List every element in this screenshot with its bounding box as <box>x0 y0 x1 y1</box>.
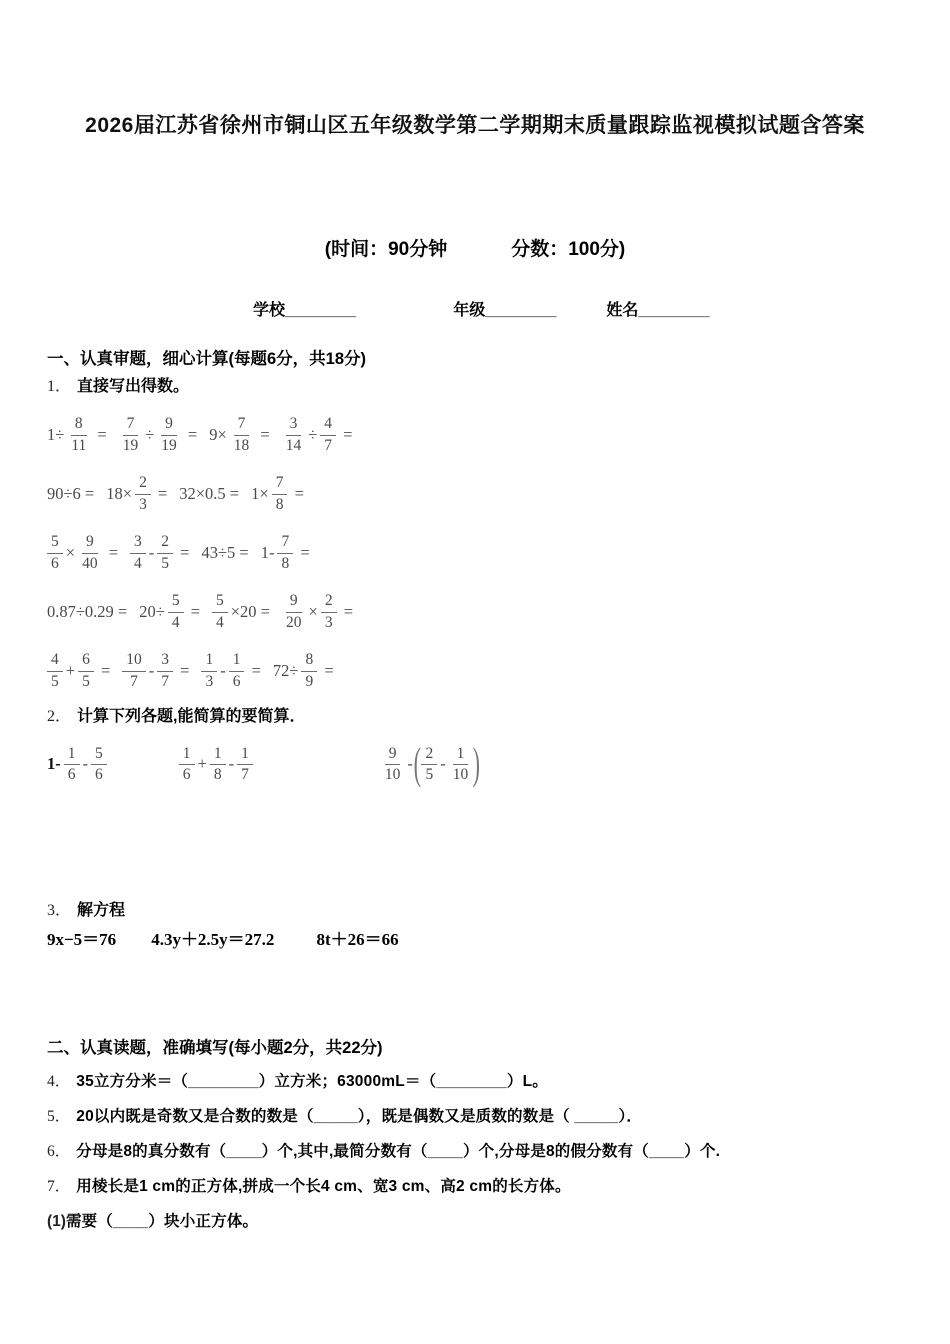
math-text: ×20 = <box>230 601 270 621</box>
math-expression <box>47 484 94 504</box>
math-text: ÷ <box>308 424 318 444</box>
fraction: $\frac{1}{6}$ <box>64 745 80 784</box>
fraction: $\frac{3}{14}$ <box>285 415 302 454</box>
page-title: 2026届江苏省徐州市铜山区五年级数学第二学期期末质量跟踪监视模拟试题含答案 <box>85 114 865 137</box>
question3-label: 3． 解方程 <box>47 902 126 919</box>
student-fields <box>47 300 903 322</box>
fraction: $\frac{3}{4}$ <box>130 533 146 572</box>
fraction: $\frac{4}{7}$ <box>320 415 336 454</box>
math-expression <box>381 739 481 789</box>
math-expression <box>251 474 304 513</box>
math-text: = <box>296 542 310 562</box>
fraction: $\frac{5}{6}$ <box>47 533 63 572</box>
math-text: 18× <box>106 483 133 503</box>
fraction: $\frac{1}{6}$ <box>179 745 195 784</box>
math-text: × <box>65 542 76 562</box>
math-text: 1× <box>251 483 269 503</box>
fill-item-7-sub1: (1) 需要（____）块小正方体。 <box>47 1213 259 1230</box>
fraction: $\frac{4}{5}$ <box>47 651 63 690</box>
math-row <box>47 464 903 523</box>
fraction: $\frac{10}{7}$ <box>122 651 146 690</box>
fraction: $\frac{8}{9}$ <box>301 651 317 690</box>
question1-label: 1． 直接写出得数。 <box>47 378 190 395</box>
fraction: $\frac{5}{4}$ <box>212 592 228 631</box>
score-label: 分数：100分) <box>511 239 626 260</box>
math-text: - <box>220 660 226 680</box>
fill-in-items <box>47 1070 903 1234</box>
math-text: 0.87÷0.29 = <box>47 601 128 621</box>
math-text: - <box>228 754 235 773</box>
fraction: $\frac{5}{4}$ <box>168 592 184 631</box>
fraction: $\frac{2}{5}$ <box>421 745 437 784</box>
fraction: $\frac{8}{11}$ <box>71 415 87 454</box>
fraction: $\frac{6}{5}$ <box>78 651 94 690</box>
fraction: $\frac{9}{20}$ <box>286 592 302 631</box>
question3-number: 3． <box>47 902 72 919</box>
fill-item-6: 6． 分母是8的真分数有（____）个,其中,最简分数有（____）个,分母是8的假分数有（____）个. <box>47 1143 721 1160</box>
math-text: 1÷ <box>47 424 65 444</box>
math-text: 72÷ <box>272 660 299 680</box>
math-text: = <box>339 424 353 444</box>
math-text: = <box>93 424 107 444</box>
math-text: - <box>407 754 413 773</box>
math-row <box>47 733 903 795</box>
grade-field: 年级________ <box>453 302 557 319</box>
simplify-expressions <box>47 733 903 795</box>
math-expression <box>209 415 270 454</box>
math-text: - <box>148 542 155 562</box>
fraction: $\frac{9}{19}$ <box>161 415 177 454</box>
math-text: = <box>153 483 168 503</box>
math-expression <box>179 745 253 784</box>
math-text: = <box>104 542 118 562</box>
math-expression <box>282 592 353 631</box>
math-text: - <box>440 754 446 773</box>
fraction: $\frac{1}{3}$ <box>201 651 217 690</box>
math-text: 43÷5 = <box>201 542 249 562</box>
math-expression <box>261 533 310 572</box>
fraction: $\frac{1}{10}$ <box>452 744 469 783</box>
equation-list <box>47 929 903 951</box>
fraction: $\frac{1}{6}$ <box>229 651 245 690</box>
math-text: 1- <box>47 754 61 773</box>
math-expression <box>47 651 110 690</box>
math-text: = <box>290 483 304 503</box>
math-text: 20÷ <box>139 601 165 621</box>
math-text: ÷ <box>145 424 155 444</box>
fraction: $\frac{1}{8}$ <box>210 745 226 784</box>
math-text: = <box>320 660 334 680</box>
math-text: = <box>186 601 200 621</box>
fill-item-7: 7． 用棱长是1 cm的正方体,拼成一个长4 cm、宽3 cm、高2 cm的长方体。 <box>47 1178 571 1195</box>
math-expression <box>179 484 239 504</box>
fraction: $\frac{2}{3}$ <box>321 592 337 631</box>
math-row <box>47 582 903 641</box>
question2-number: 2． <box>47 708 72 725</box>
math-text: = <box>176 542 190 562</box>
math-text: 90÷6 = <box>47 483 95 503</box>
fraction: $\frac{7}{18}$ <box>233 415 250 454</box>
math-text: = <box>256 424 270 444</box>
fraction: $\frac{7}{8}$ <box>272 474 288 513</box>
math-expression <box>282 415 353 454</box>
equation-1: 9x−5＝76 <box>47 930 117 949</box>
math-expression <box>139 592 200 631</box>
school-field: 学校________ <box>253 302 357 319</box>
equation-3: 8t＋26＝66 <box>316 930 399 949</box>
equation-2: 4.3y＋2.5y＝27.2 <box>151 930 275 949</box>
math-expression <box>47 533 118 572</box>
name-field: 姓名________ <box>606 302 710 319</box>
math-expression <box>47 602 127 622</box>
fraction: $\frac{1}{7}$ <box>237 745 253 784</box>
math-row <box>47 523 903 582</box>
mental-calc-rows <box>47 405 903 700</box>
math-expression <box>106 474 167 513</box>
math-expression <box>47 745 107 784</box>
math-expression <box>273 651 334 690</box>
math-text: + <box>65 660 76 680</box>
time-label: (时间：90分钟 <box>324 239 448 260</box>
math-text: = <box>339 601 353 621</box>
fill-item-5: 5． 20以内既是奇数又是合数的数是（_____），既是偶数又是质数的数是（ _____）． <box>47 1108 643 1125</box>
math-text: 1- <box>260 542 275 562</box>
math-text: = <box>247 660 261 680</box>
section2-heading: 二、认真读题，准确填写(每小题2分，共22分) <box>47 1039 383 1057</box>
fraction: $\frac{2}{3}$ <box>135 474 151 513</box>
fraction: $\frac{5}{6}$ <box>91 745 107 784</box>
fraction: $\frac{9}{10}$ <box>384 744 401 783</box>
math-expression <box>201 651 260 690</box>
exam-meta <box>47 238 903 262</box>
math-text: 9× <box>209 424 227 444</box>
math-text: - <box>82 754 88 773</box>
math-expression <box>130 533 189 572</box>
math-row <box>47 641 903 700</box>
math-expression <box>122 651 189 690</box>
fill-item-4: 4． 35立方分米＝（________）立方米；63000mL＝（________）L。 <box>47 1073 548 1090</box>
question2-label: 2． 计算下列各题,能简算的要简算． <box>47 708 306 725</box>
question1-number: 1． <box>47 378 72 395</box>
math-text: - <box>148 660 155 680</box>
fraction: $\frac{7}{8}$ <box>277 533 293 572</box>
math-text: 32×0.5 = <box>179 483 240 503</box>
fraction: $\frac{2}{5}$ <box>157 533 173 572</box>
math-text: × <box>308 601 318 621</box>
fraction: $\frac{9}{40}$ <box>82 533 98 572</box>
section1-heading: 一、认真审题，细心计算(每题6分，共18分) <box>47 350 367 368</box>
math-text: = <box>176 660 190 680</box>
parenthesis: ) <box>472 739 481 789</box>
math-expression <box>212 592 270 631</box>
parenthesis: ( <box>413 739 421 789</box>
math-text: = <box>96 660 111 680</box>
math-row <box>47 405 903 464</box>
fraction: $\frac{3}{7}$ <box>157 651 173 690</box>
math-expression <box>47 415 107 454</box>
math-expression <box>201 543 248 563</box>
math-text: + <box>197 754 207 773</box>
math-expression <box>119 415 198 454</box>
fraction: $\frac{7}{19}$ <box>122 415 139 454</box>
math-text: = <box>183 424 198 444</box>
